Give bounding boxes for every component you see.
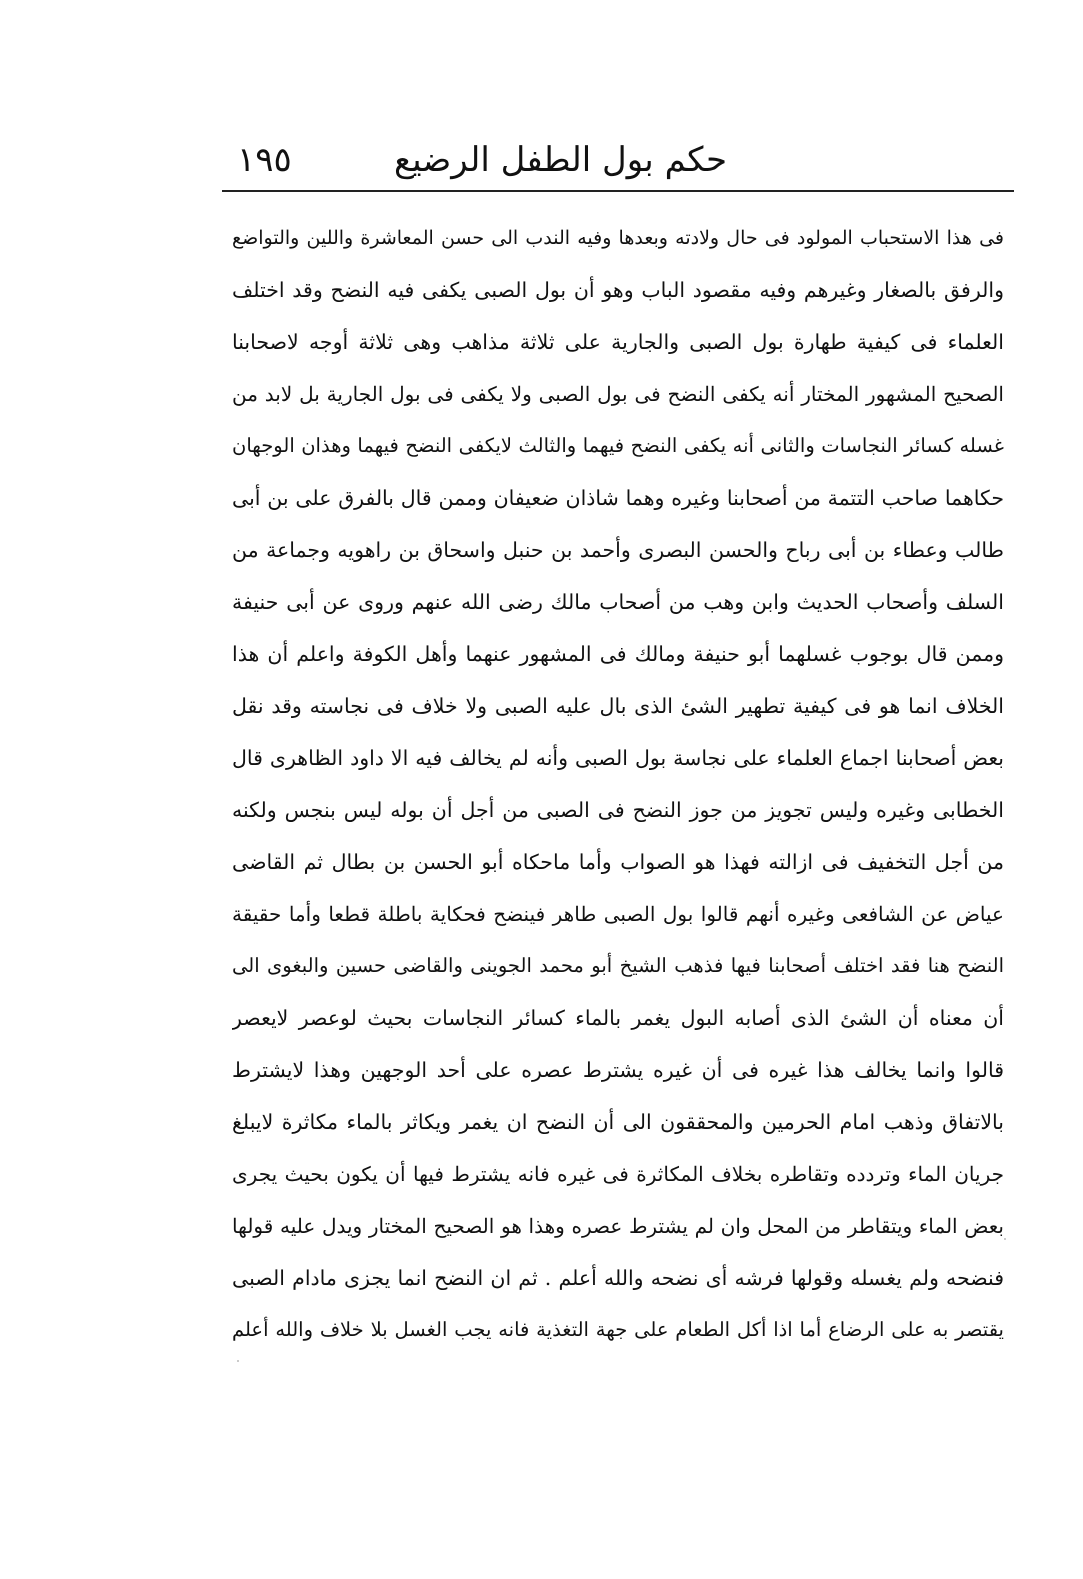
page-number: ١٩٥: [237, 140, 292, 180]
text-line: من أجل التخفيف فى ازالته فهذا هو الصواب وأما ماحكاه أبو الحسن بن بطال ثم القاضى: [232, 850, 1004, 874]
text-line: الخطابى وغيره وليس تجويز من جوز النضح فى الصبى من أجل أن بوله ليس بنجس ولكنه: [232, 798, 1004, 822]
text-line: يقتصر به على الرضاع أما اذا أكل الطعام على جهة التغذية فانه يجب الغسل بلا خلاف والله أعلم: [232, 1318, 1004, 1341]
text-line: النضح هنا فقد اختلف أصحابنا فيها فذهب الشيخ أبو محمد الجوينى والقاضى حسين والبغوى الى: [232, 954, 1004, 977]
text-line: السلف وأصحاب الحديث وابن وهب من أصحاب مالك رضى الله عنهم وروى عن أبى حنيفة: [232, 590, 1004, 614]
text-line: حكاهما صاحب التتمة من أصحابنا وغيره وهما شاذان ضعيفان وممن قال بالفرق على بن أبى: [232, 486, 1004, 510]
paper-speck: [1004, 1238, 1006, 1240]
running-title: حكم بول الطفل الرضيع: [393, 140, 727, 180]
text-line: فنضحه ولم يغسله وقولها فرشه أى نضحه والله أعلم . ثم ان النضح انما يجزى مادام الصبى: [232, 1266, 1004, 1290]
text-line: بالاتفاق وذهب امام الحرمين والمحققون الى أن النضح ان يغمر ويكاثر بالماء مكاثرة لايبلغ: [232, 1110, 1004, 1134]
text-line: قالوا وانما يخالف هذا غيره فى أن غيره يشترط عصره على أحد الوجهين وهذا لايشترط: [232, 1058, 1004, 1082]
text-line: بعض الماء ويتقاطر من المحل وان لم يشترط عصره وهذا هو الصحيح المختار ويدل عليه قولها: [232, 1214, 1004, 1238]
text-line: غسله كسائر النجاسات والثانى أنه يكفى النضح فيهما والثالث لايكفى النضح فيهما وهذان الوجهان: [232, 434, 1004, 457]
page-header: [222, 130, 1012, 185]
text-line: الصحيح المشهور المختار أنه يكفى النضح فى بول الصبى ولا يكفى فى بول الجارية بل لابد من: [232, 382, 1004, 406]
text-line: الخلاف انما هو فى كيفية تطهير الشئ الذى بال عليه الصبى ولا خلاف فى نجاسته وقد نقل: [232, 694, 1004, 718]
text-line: جريان الماء وتردده وتقاطره بخلاف المكاثرة فى غيره فانه يشترط فيها أن يكون بحيث يجرى: [232, 1162, 1004, 1186]
text-line: والرفق بالصغار وغيرهم وفيه مقصود الباب وهو أن بول الصبى يكفى فيه النضح وقد اختلف: [232, 278, 1004, 302]
text-line: أن معناه أن الشئ الذى أصابه البول يغمر بالماء كسائر النجاسات بحيث لوعصر لايعصر: [232, 1006, 1004, 1030]
header-rule: [222, 190, 1014, 192]
text-line: وممن قال بوجوب غسلهما أبو حنيفة ومالك فى المشهور عنهما وأهل الكوفة واعلم أن هذا: [232, 642, 1004, 666]
text-line: بعض أصحابنا اجماع العلماء على نجاسة بول الصبى وأنه لم يخالف فيه الا داود الظاهرى قال: [232, 746, 1004, 770]
body-text: [232, 212, 1004, 1356]
paper-speck: [237, 1360, 239, 1362]
text-line: عياض عن الشافعى وغيره أنهم قالوا بول الصبى طاهر فينضح فحكاية باطلة قطعا وأما حقيقة: [232, 902, 1004, 926]
text-line: فى هذا الاستحباب المولود فى حال ولادته وبعدها وفيه الندب الى حسن المعاشرة واللين والتواضع: [232, 227, 1004, 249]
text-line: العلماء فى كيفية طهارة بول الصبى والجارية على ثلاثة مذاهب وهى ثلاثة أوجه لاصحابنا: [232, 330, 1004, 354]
text-line: طالب وعطاء بن أبى رباح والحسن البصرى وأحمد بن حنبل واسحاق بن راهويه وجماعة من: [232, 538, 1004, 562]
